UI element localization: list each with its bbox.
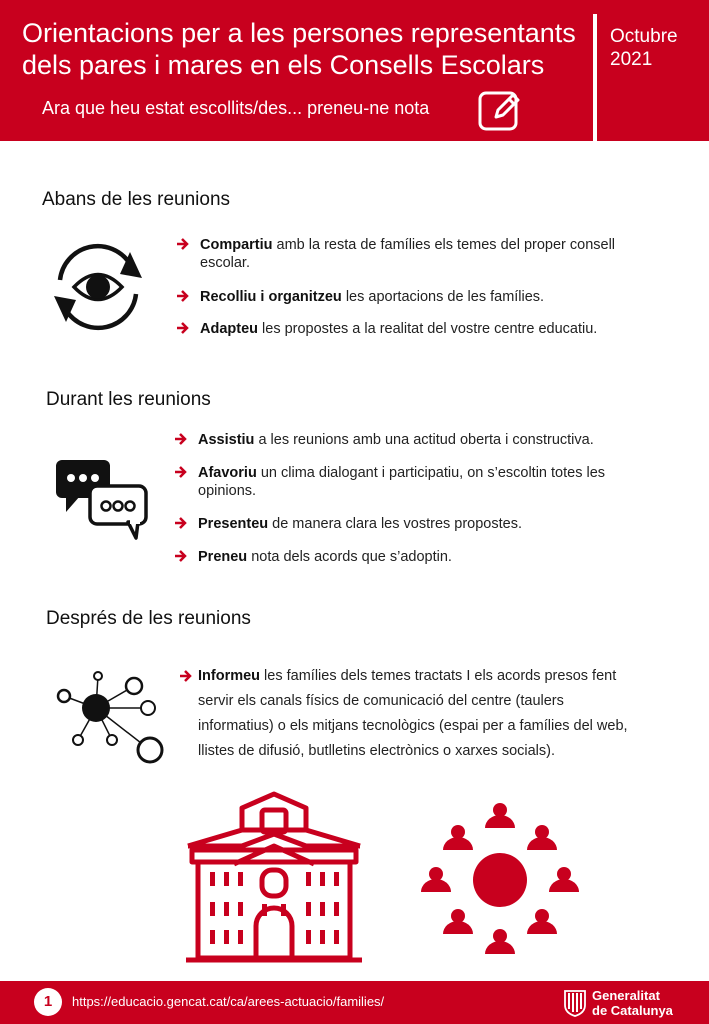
page-number: 1 xyxy=(34,988,62,1016)
page-subtitle: Ara que heu estat escollits/des... preneu-ne nota xyxy=(42,98,430,118)
item-keyword: Recolliu i organitzeu xyxy=(200,289,342,305)
item-text: les famílies dels temes tractats I els acords presos fent servir els canals físics de comunicació del centre (taulers informatius) o els mitjans tecnològics (espai per a famílies del web, llistes de difusió, butlletins electrònics o xarxes socials). xyxy=(198,668,628,759)
footer-bar xyxy=(0,981,709,1024)
item-keyword: Adapteu xyxy=(200,321,258,337)
item-keyword: Presenteu xyxy=(198,516,269,532)
date-month: Octubre xyxy=(610,26,678,47)
list-item xyxy=(200,236,640,272)
chat-bubbles-icon xyxy=(54,458,150,544)
list-item xyxy=(198,515,638,533)
list-item xyxy=(198,464,638,500)
org-line-1: Generalitat xyxy=(592,988,660,1003)
section-title-before: Abans de les reunions xyxy=(42,189,231,210)
date-year: 2021 xyxy=(610,49,653,70)
section-title-after: Després de les reunions xyxy=(46,608,251,629)
school-building-icon xyxy=(184,790,364,966)
item-text: nota dels acords que s’adoptin. xyxy=(247,549,452,565)
sync-eye-icon xyxy=(46,240,150,334)
section-title-during: Durant les reunions xyxy=(46,389,211,410)
network-icon xyxy=(52,670,168,766)
arrow-icon xyxy=(175,288,191,304)
arrow-icon xyxy=(173,431,189,447)
generalitat-logo-icon xyxy=(563,989,587,1017)
item-text: a les reunions amb una actitud oberta i constructiva. xyxy=(254,432,594,448)
item-keyword: Assistiu xyxy=(198,432,255,448)
item-text: les aportacions de les famílies. xyxy=(341,289,545,305)
item-keyword: Compartiu xyxy=(200,237,273,253)
list-item xyxy=(200,288,640,306)
arrow-icon xyxy=(178,668,194,684)
arrow-icon xyxy=(173,515,189,531)
title-line-2: dels pares i mares en els Consells Escolars xyxy=(22,50,545,80)
org-line-2: de Catalunya xyxy=(592,1003,673,1018)
page-title xyxy=(22,17,592,81)
arrow-icon xyxy=(175,236,191,252)
community-circle-icon xyxy=(418,800,582,964)
footer-link[interactable]: https://educacio.gencat.cat/ca/arees-actuacio/families/ xyxy=(72,994,385,1009)
organization-name xyxy=(592,988,673,1018)
title-line-1: Orientacions per a les persones representants xyxy=(22,18,576,48)
item-keyword: Afavoriu xyxy=(198,465,257,481)
item-text: un clima dialogant i participatiu, on s’escoltin totes les opinions. xyxy=(198,465,606,499)
item-keyword: Preneu xyxy=(198,549,248,565)
item-keyword: Informeu xyxy=(198,668,261,684)
edit-icon xyxy=(476,87,524,135)
list-item xyxy=(198,664,630,764)
list-before xyxy=(200,236,640,338)
header-divider xyxy=(593,14,597,141)
header-banner xyxy=(0,0,709,141)
item-text: les propostes a la realitat del vostre centre educatiu. xyxy=(258,321,598,337)
list-item xyxy=(198,548,638,566)
arrow-icon xyxy=(175,320,191,336)
item-text: amb la resta de famílies els temes del proper consell escolar. xyxy=(200,237,616,271)
arrow-icon xyxy=(173,464,189,480)
arrow-icon xyxy=(173,548,189,564)
list-item xyxy=(198,431,638,449)
list-during xyxy=(198,431,638,566)
list-after xyxy=(198,664,630,764)
publication-date xyxy=(610,25,678,71)
item-text: de manera clara les vostres propostes. xyxy=(268,516,522,532)
list-item xyxy=(200,320,640,338)
